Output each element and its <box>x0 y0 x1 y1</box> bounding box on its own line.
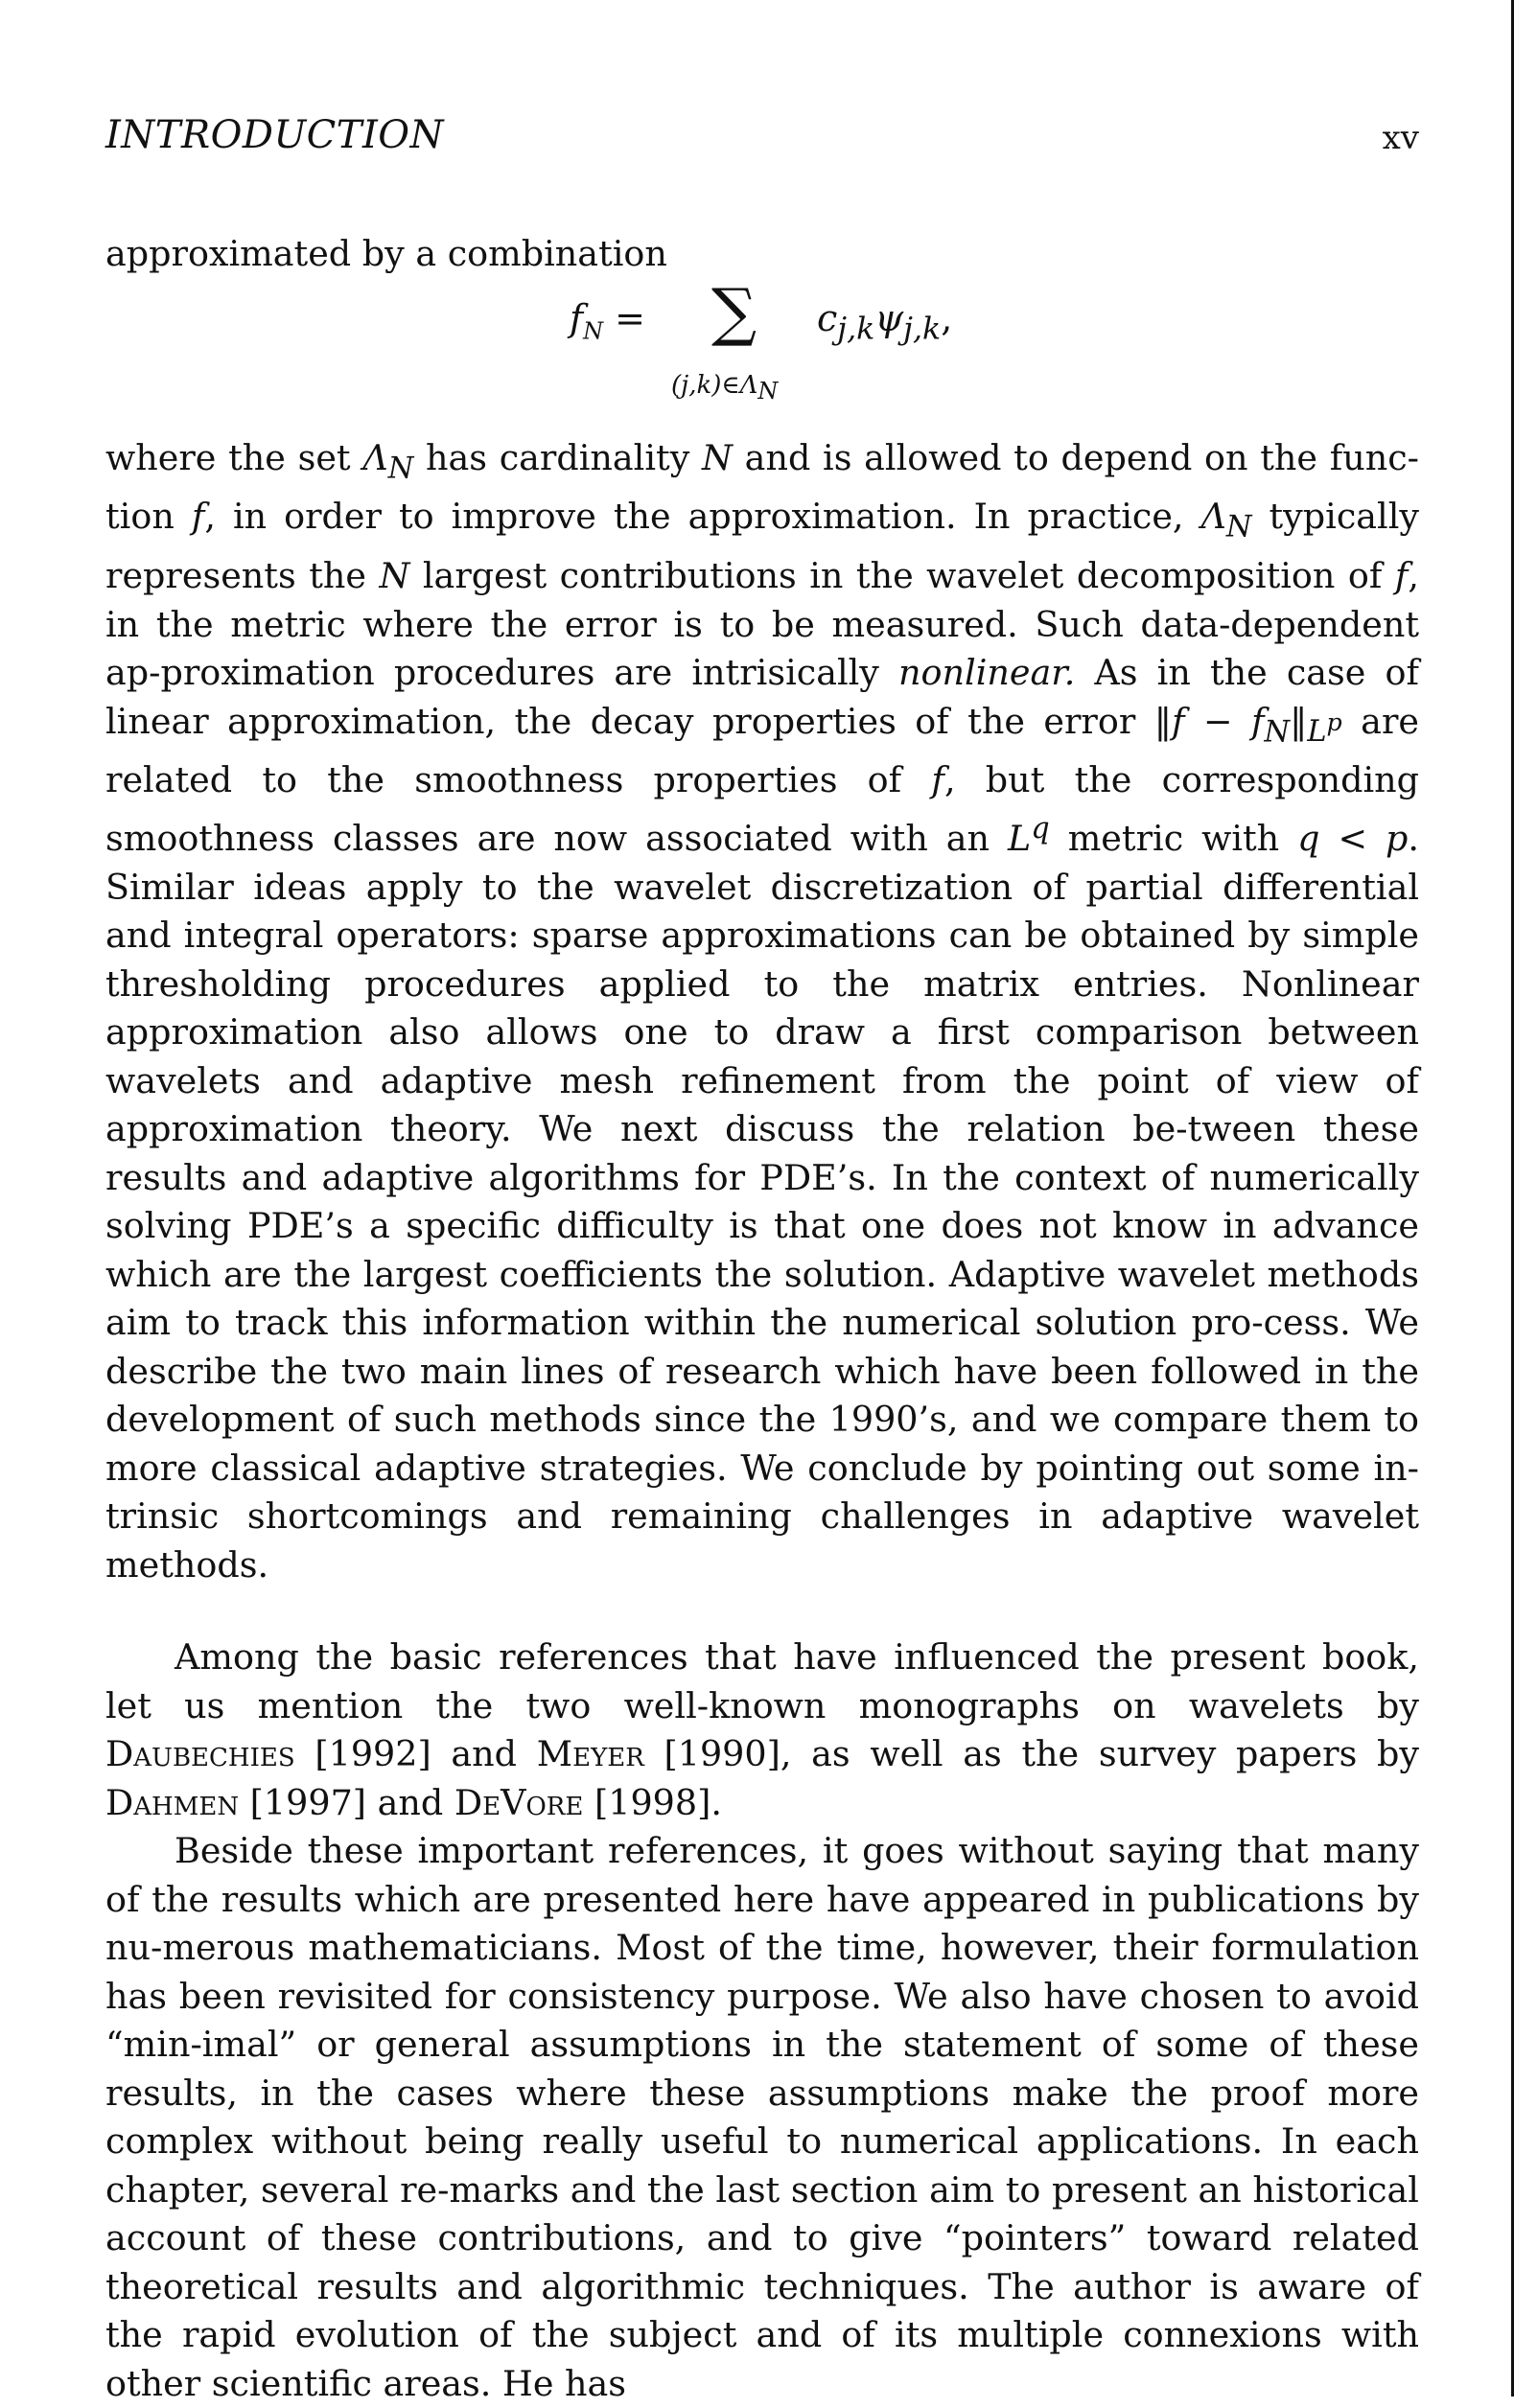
page-header <box>105 113 1419 171</box>
summation-index: $(j,k)\in\Lambda_N$ <box>671 370 779 405</box>
display-equation <box>105 274 1419 415</box>
body-text <box>105 230 1419 2408</box>
running-head: INTRODUCTION <box>105 113 445 157</box>
paragraph-acknowledgement: Beside these important references, it goes without saying that many of the results which are presented here have appeared in publications by nu-merous mathematicians. Most of the time, however, their formulation has been revisited for consistency purpose. We also have chosen to avoid “min-imal” or general assumptions in the statement of some of these results, in the cases where these assumptions make the proof more complex without being really useful to numerical applications. In each chapter, several re-marks and the last section aim to present an historical account of these contributions, and to give “pointers” toward related theoretical results and algorithmic techniques. The author is aware of the rapid evolution of the subject and of its multiple connexions with other scientific areas. He has <box>105 1830 1419 2404</box>
paragraph-nonlinear-approximation: where the set $\Lambda_N$ has cardinality N and is allowed to depend on the func-tion f, in order to improve the approximation. In practice, $\Lambda_N$ typically represents the N largest contributions in the wavelet decomposition of f, in the metric where the error is to be measured. Such data-dependent ap-proximation procedures are intrisically nonlinear. As in the case of linear approximation, the decay properties of the error ‖f − $f_N‖_{L^p}$ are related to the smoothness properties of f, but the corresponding smoothness classes are now associated with an $L^q$ metric with q < p. Similar ideas apply to the wavelet discretization of partial differential and integral operators: sparse approximations can be obtained by simple thresholding procedures applied to the matrix entries. Nonlinear approximation also allows one to draw a first comparison between wavelets and adaptive mesh refinement from the point of view of approximation theory. We next discuss the relation be-tween these results and adaptive algorithms for PDE’s. In the context of numerically solving PDE’s a specific difficulty is that one does not know in advance which are the largest coefficients the solution. Adaptive wavelet methods aim to track this information within the numerical solution pro-cess. We describe the two main lines of research which have been followed in the development of such methods since the 1990’s, and we compare them to more classical adaptive strategies. We conclude by pointing out some in-trinsic shortcomings and remaining challenges in adaptive wavelet methods. <box>105 436 1420 1586</box>
emphasis-nonlinear: nonlinear. <box>898 652 1076 694</box>
paragraph-references: Among the basic references that have influenced the present book, let us mention the two well-known monographs on wavelets by Daubechies [1992] and Meyer [1990], as well as the survey papers by Dahmen [1997] and DeVore [1998]. <box>105 1636 1419 1823</box>
equation-lhs: $f_N$ = <box>570 296 645 345</box>
author-daubechies: Daubechies <box>105 1733 295 1775</box>
author-dahmen: Dahmen <box>105 1781 240 1823</box>
summation-symbol: ∑ <box>711 274 757 349</box>
page-number: xv <box>1382 119 1419 157</box>
author-meyer: Meyer <box>536 1733 644 1775</box>
lead-text: approximated by a combination <box>105 233 667 274</box>
paragraph-gap <box>105 1589 1419 1633</box>
error-norm: ‖f − $f_N‖_{L^p}$ <box>1153 700 1342 749</box>
author-devore: DeVore <box>454 1781 584 1823</box>
paragraph-lead <box>105 230 1419 279</box>
equation-rhs: $c_{j,k}\psi_{j,k}$, <box>817 296 953 347</box>
